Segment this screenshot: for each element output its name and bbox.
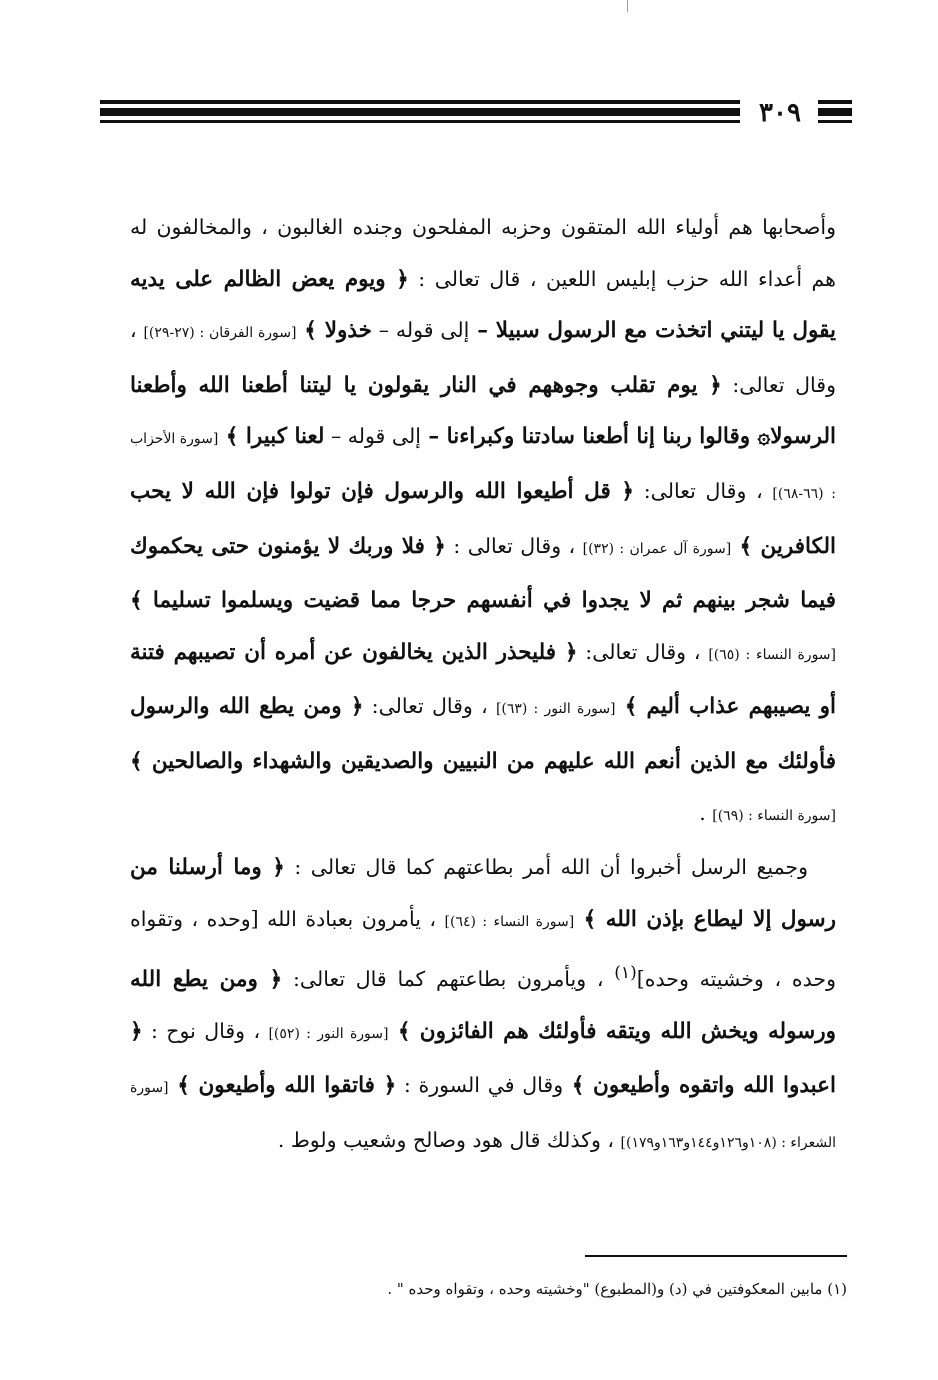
quran-verse: خذولا ﴾ — [296, 318, 372, 344]
verse-reference: [سورة النساء : (٦٩)] — [712, 807, 836, 824]
verse-reference: [سورة النساء : (٦٤)] — [444, 913, 575, 930]
page-header — [100, 96, 852, 130]
body-text: وأصحابها هم أولياء الله المتقون وحزبه المفلحون وجنده الغالبون ، والمخالفون له هم أعداء الله حزب إبليس اللعين ، قال تعالى : — [130, 215, 836, 291]
body-text: إلى قوله – — [371, 318, 470, 343]
footnote: (١) مابين المعكوفتين في (د) و(المطبوع) "وخشيته وحده ، وتقواه وحده " . — [387, 1280, 847, 1298]
header-rule — [100, 100, 740, 104]
verse-reference: [سورة الأحزاب : (٦٦-٦٨)] — [130, 431, 836, 502]
verse-reference: [سورة الفرقان : (٢٧-٢٩)] — [143, 325, 297, 342]
paragraph — [130, 202, 836, 842]
quran-verse: ﴿ فليحذر الذين يخالفون عن أمره أن تصيبهم فتنة أو يصيبهم عذاب أليم ﴾ — [130, 639, 836, 720]
verse-reference: [سورة النور : (٦٣)] — [495, 701, 616, 718]
verse-reference: [سورة النساء : (٦٥)] — [708, 646, 836, 663]
paragraph — [130, 842, 836, 1169]
body-text: . — [699, 800, 713, 825]
quran-verse: لعنا كبيرا ﴾ — [218, 424, 325, 450]
page-number: ٣٠٩ — [759, 98, 801, 128]
header-rule — [100, 120, 740, 123]
verse-reference: [سورة الشعراء : (١٠٨و١٢٦و١٤٤و١٦٣و١٧٩)] — [130, 1080, 836, 1151]
body-text: ، وقال تعالى: — [634, 478, 773, 503]
header-rule — [818, 108, 852, 116]
body-text: ، يأمرون بعبادة الله [وحده ، وتقواه وحده ، وخشيته وحده] — [130, 906, 836, 992]
quran-verse: ﴿ فاتقوا الله وأطيعون ﴾ — [168, 1073, 397, 1099]
header-rule — [818, 120, 852, 123]
body-text: ، وكذلك قال هود وصالح وشعيب ولوط . — [277, 1127, 621, 1152]
body-text: ، وقال تعالى : — [445, 533, 583, 558]
crop-mark — [627, 0, 628, 12]
quran-verse: ﴿ قل أطيعوا الله والرسول فإن تولوا فإن الله لا يحب الكافرين ﴾ — [130, 478, 836, 559]
header-rule — [818, 100, 852, 104]
quran-verse: ﴿ ومن يطع الله ورسوله ويخش الله ويتقه فأولئك هم الفائزون ﴾ — [130, 967, 836, 1044]
body-text: ، وقال تعالى: — [577, 639, 709, 664]
quran-verse: ﴿ ومن يطع الله والرسول فأولئك مع الذين أنعم الله عليهم من النبيين والصديقين والشهداء والصالحين ﴾ — [130, 694, 836, 774]
body-text: إلى قوله – — [324, 424, 421, 449]
header-rule — [100, 108, 740, 116]
quran-verse: ﴿ يوم تقلب وجوههم في النار يقولون يا ليتنا أطعنا الله وأطعنا الرسولا۞ وقالوا ربنا إنا أطعنا سادتنا وكبراءنا – — [130, 372, 837, 450]
body-text: ، ويأمرون بطاعتهم كما قال تعالى: — [282, 967, 615, 992]
footnote-marker: (١) — [614, 963, 637, 984]
body-text: وقال في السورة : — [396, 1073, 564, 1098]
footnote-separator — [585, 1255, 847, 1257]
main-text — [130, 202, 836, 1170]
quran-verse: ﴿ اعبدوا الله واتقوه وأطيعون ﴾ — [130, 1018, 836, 1099]
body-text: ، وقال نوح : — [142, 1018, 269, 1043]
body-text: ، وقال تعالى: — [130, 318, 836, 397]
quran-verse: ﴿ وما أرسلنا من رسول إلا ليطاع بإذن الله ﴾ — [130, 855, 836, 932]
quran-verse: ﴿ فلا وربك لا يؤمنون حتى يحكموك فيما شجر بينهم ثم لا يجدوا في أنفسهم حرجا مما قضيت ويسلموا تسليما ﴾ — [130, 533, 836, 614]
body-text: ، وقال تعالى: — [363, 694, 496, 719]
body-text: وجميع الرسل أخبروا أن الله أمر بطاعتهم كما قال تعالى : — [284, 855, 808, 880]
verse-reference: [سورة النور : (٥٢)] — [268, 1025, 389, 1042]
verse-reference: [سورة آل عمران : (٣٢)] — [582, 540, 732, 557]
quran-verse: ﴿ ويوم يعض الظالم على يديه يقول يا ليتني اتخذت مع الرسول سبيلا – — [130, 266, 836, 344]
